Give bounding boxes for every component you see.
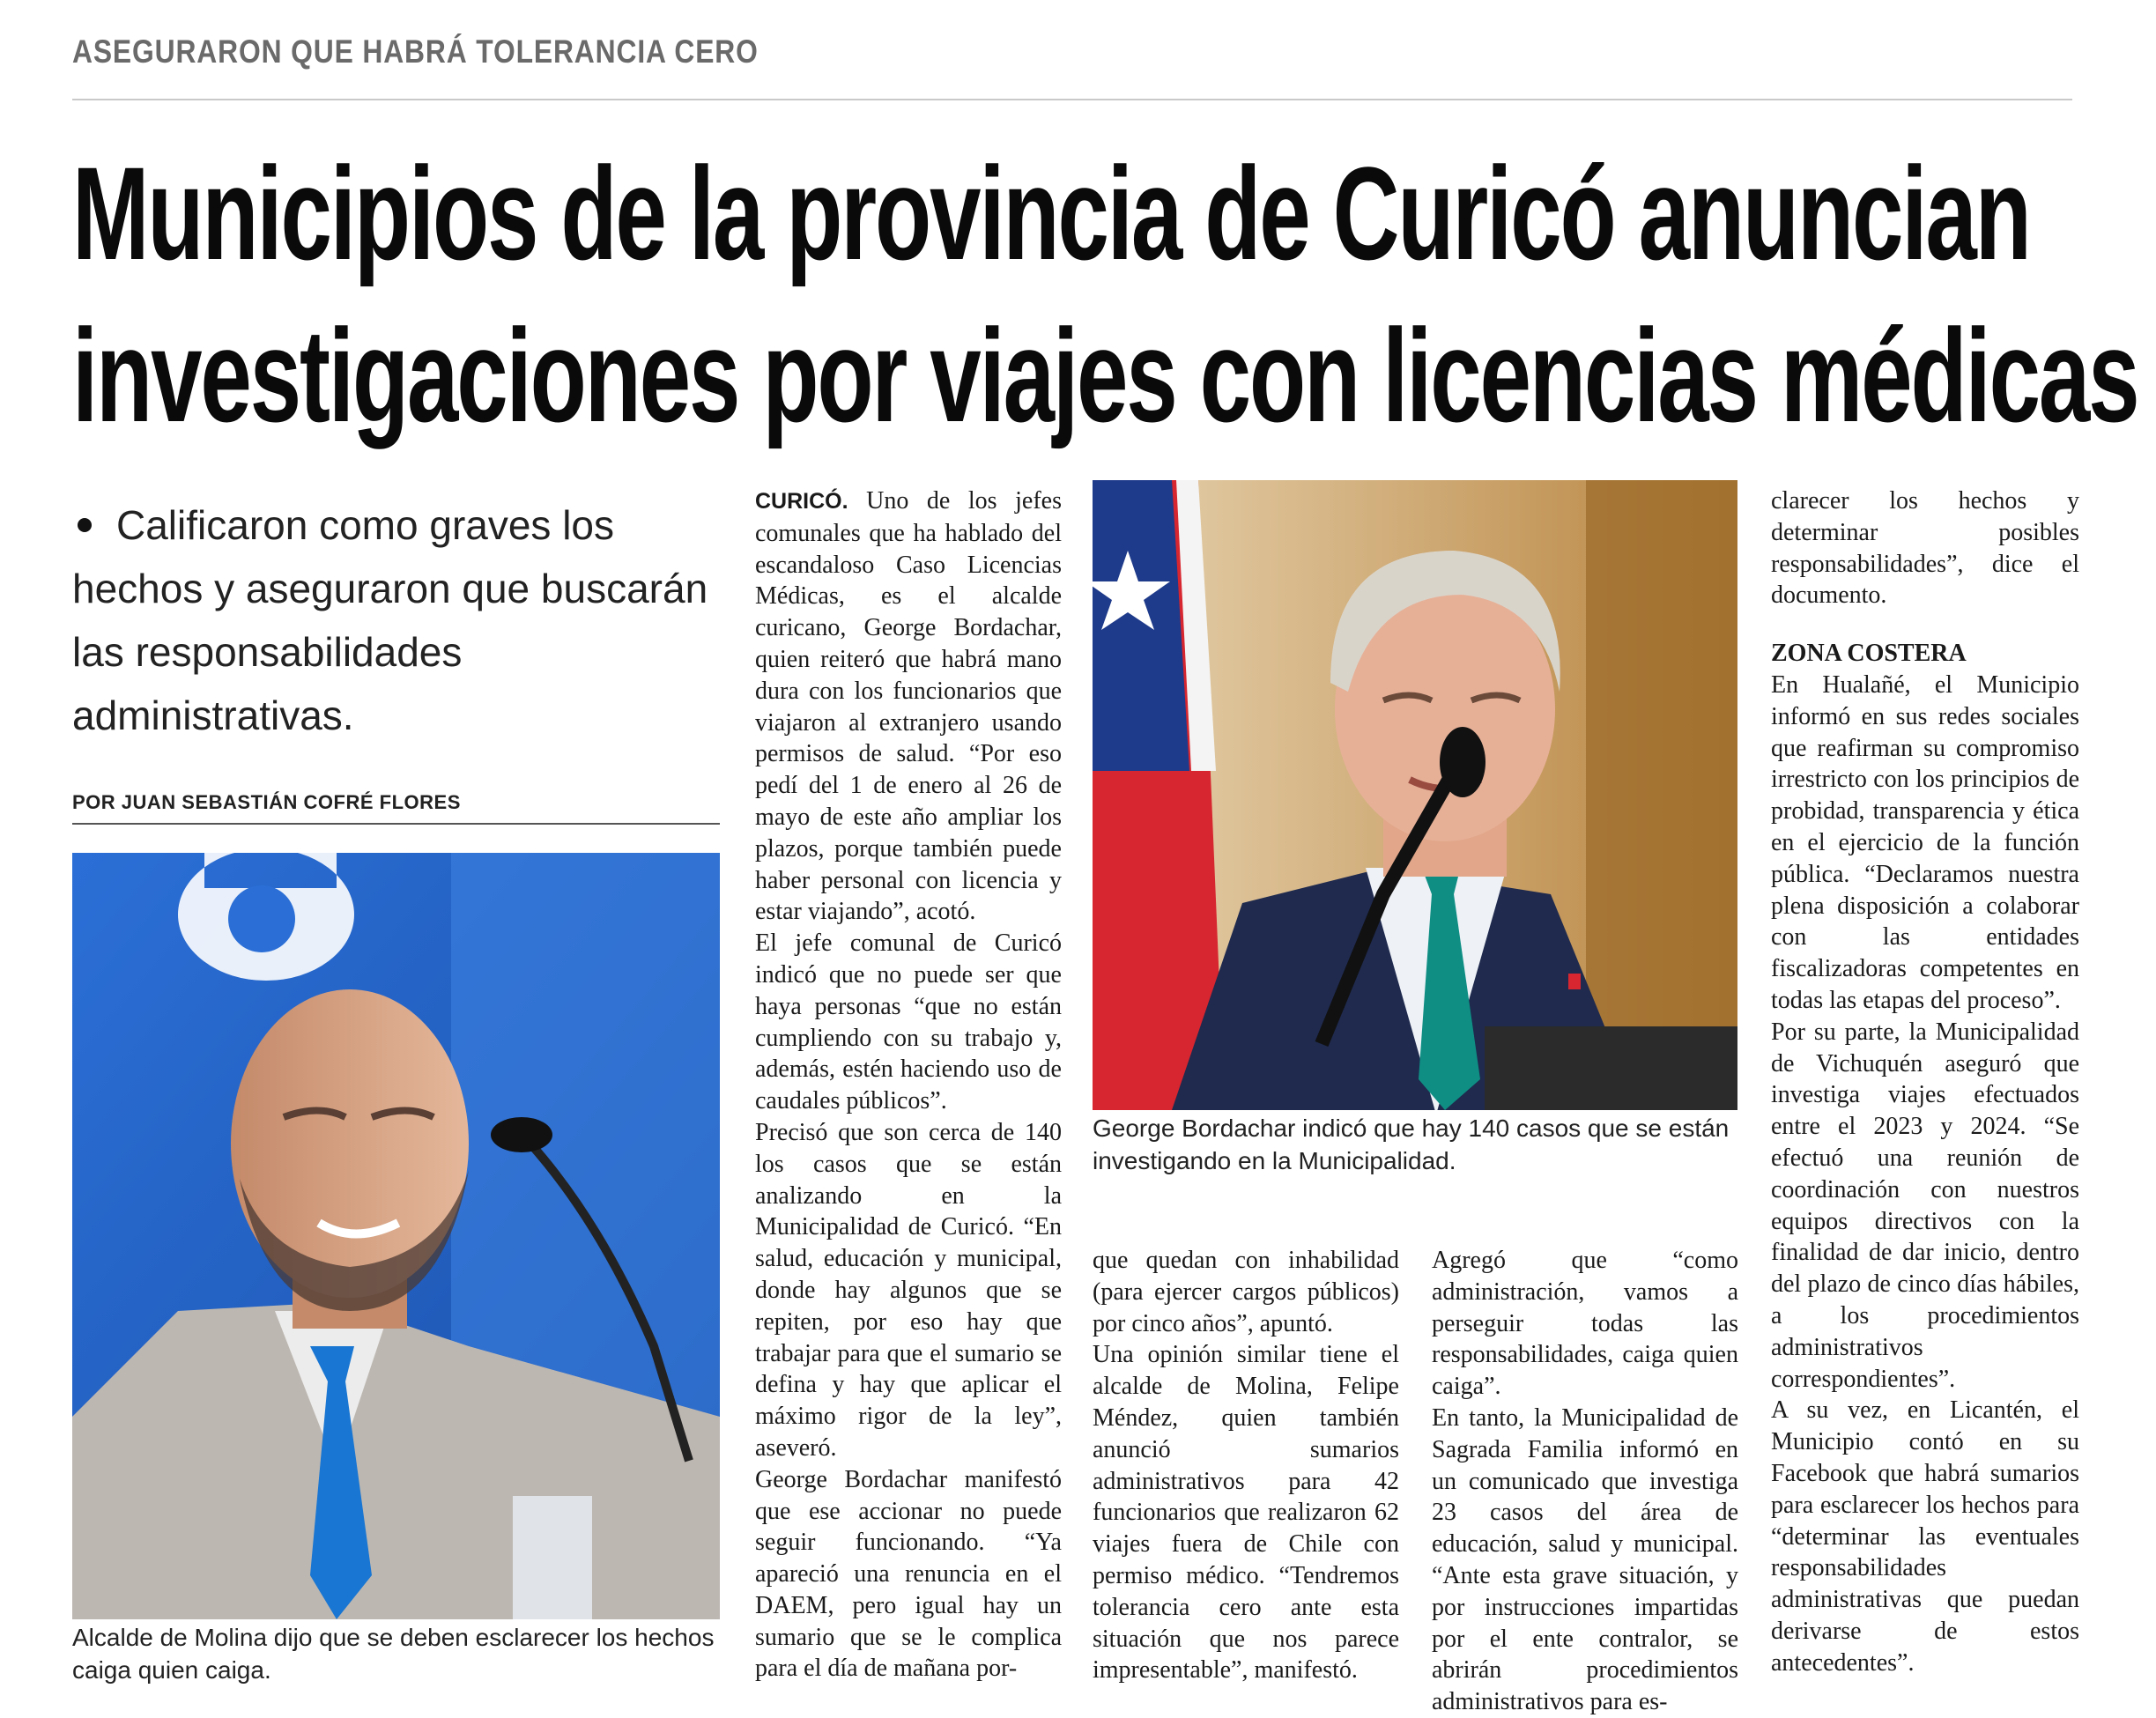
bullet-icon — [78, 518, 92, 532]
article-column-4 — [1771, 485, 2079, 1678]
paragraph: Por su parte, la Municipalidad de Vichuquén aseguró que investiga viajes efectuados entre el 2023 y 2024. “Se efectuó una reunión de coordinación con nuestros equipos directivos con la finalidad de dar inicio, dentro del plazo de cinco días hábiles, a los procedimientos administrativos correspondientes”. — [1771, 1018, 2079, 1393]
caption-right: George Bordachar indicó que hay 140 casos que se están investigando en la Municipalidad. — [1093, 1114, 1730, 1174]
paragraph: A su vez, en Licantén, el Municipio contó en su Facebook que habrá sumarios para esclarecer los hechos para “determinar las eventuales responsabilidades administrativas que puedan derivarse de estos antecedentes”. — [1771, 1396, 2079, 1677]
article-column-3 — [1432, 1245, 1738, 1718]
headline — [72, 132, 2138, 456]
molina-mayor-illustration — [72, 853, 720, 1619]
dateline: CURICÓ. — [755, 489, 848, 514]
photo-bordachar — [1093, 480, 1737, 1110]
summary-text: Calificaron como graves los hechos y aseguraron que buscarán las responsabilidades administrativas. — [72, 502, 708, 738]
headline-line-2: investigaciones por viajes con licencias médicas — [72, 301, 2138, 449]
paragraph: En Hualañé, el Municipio informó en sus redes sociales que reafirman su compromiso irrestricto con los principios de probidad, transparencia y ética en el ejercicio de la función pública. “Declaramos nuestra plena disposición a colaborar con las entidades fiscalizadoras competentes en todas las etapas del proceso”. — [1771, 670, 2079, 1014]
paragraph: El jefe comunal de Curicó indicó que no puede ser que haya personas “que no están cumpliendo con su trabajo y, además, estén haciendo uso de caudales públicos”. — [755, 929, 1062, 1115]
paragraph — [755, 485, 1062, 928]
kicker: ASEGURARON QUE HABRÁ TOLERANCIA CERO — [72, 33, 759, 70]
paragraph-text: Uno de los jefes comunales que ha hablado del escandaloso Caso Licencias Médicas, es el alcalde curicano, George Bordachar, quien reiteró que habrá mano dura con los funcionarios que viajaron al extranjero usando permisos de salud. “Por eso pedí del 1 de enero al 26 de mayo de este año ampliar los plazos, porque también puede haber personal con licencia y estar viajando”, acotó. — [755, 487, 1062, 926]
headline-line-1: Municipios de la provincia de Curicó anuncian — [72, 139, 2030, 287]
paragraph: En tanto, la Municipalidad de Sagrada Familia informó en un comunicado que investiga 23 casos del área de educación, salud y municipal. “Ante esta grave situación, y por instrucciones impartidas por el ente contralor, se abrirán procedimientos administrativos para es- — [1432, 1403, 1738, 1716]
caption-left: Alcalde de Molina dijo que se deben esclarecer los hechos caiga quien caiga. — [72, 1624, 715, 1684]
section-subhead: ZONA COSTERA — [1771, 640, 1967, 668]
article-column-2 — [1093, 1245, 1399, 1686]
summary — [72, 493, 715, 747]
photo-molina-mayor — [72, 853, 720, 1619]
paragraph: Una opinión similar tiene el alcalde de Molina, Felipe Méndez, quien también anunció sumarios administrativos para 42 funcionarios que realizaron 62 viajes fuera de Chile con permiso médico. “Tendremos tolerancia cero ante esta situación que nos parece impresentable”, manifestó. — [1093, 1341, 1399, 1685]
paragraph: que quedan con inhabilidad (para ejercer cargos públicos) por cinco años”, apuntó. — [1093, 1247, 1399, 1337]
byline: POR JUAN SEBASTIÁN COFRÉ FLORES — [72, 791, 461, 813]
top-divider — [72, 99, 2072, 100]
article-column-1 — [755, 485, 1062, 1685]
paragraph: Precisó que son cerca de 140 los casos que se están analizando en la Municipalidad de Curicó. “En salud, educación y municipal, donde hay algunos que se repiten, por eso hay que trabajar para que el sumario se defina y hay que aplicar el máximo rigor de la ley”, aseveró. — [755, 1118, 1062, 1462]
paragraph: clarecer los hechos y determinar posibles responsabilidades”, dice el documento. — [1771, 487, 2079, 610]
bordachar-illustration — [1093, 480, 1737, 1110]
paragraph: Agregó que “como administración, vamos a perseguir todas las responsabilidades, caiga quien caiga”. — [1432, 1247, 1738, 1401]
byline-divider — [72, 823, 720, 825]
paragraph: George Bordachar manifestó que ese accionar no puede seguir funcionando. “Ya apareció una renuncia en el DAEM, pero igual hay un sumario que se le complica para el día de mañana por- — [755, 1465, 1062, 1683]
